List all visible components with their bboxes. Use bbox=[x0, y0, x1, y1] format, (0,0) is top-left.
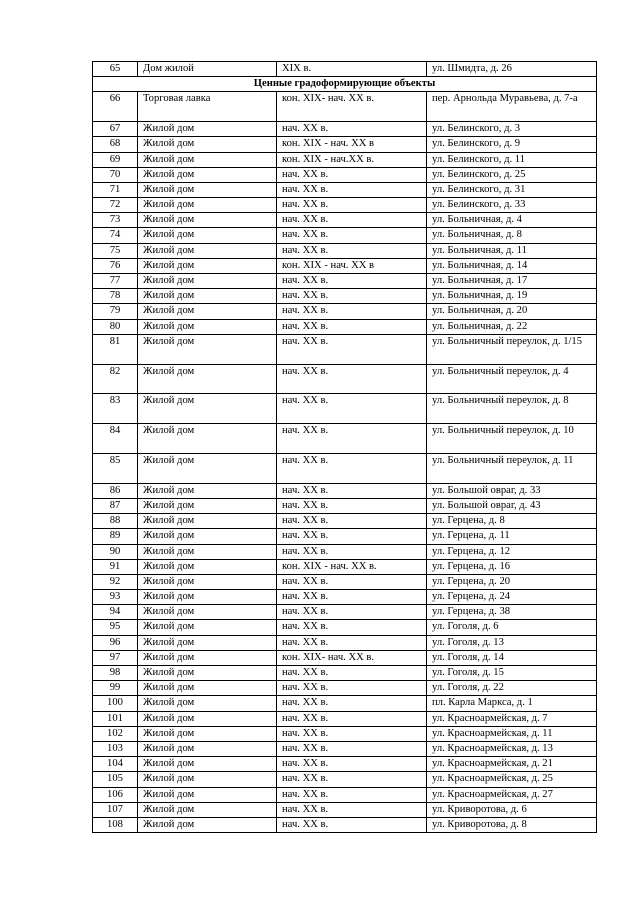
object-type: Жилой дом bbox=[138, 529, 277, 544]
object-address: ул. Красноармейская, д. 13 bbox=[427, 741, 597, 756]
object-type: Жилой дом bbox=[138, 559, 277, 574]
table-row bbox=[93, 274, 597, 289]
object-address: ул. Большой овраг, д. 33 bbox=[427, 483, 597, 498]
table-row bbox=[93, 137, 597, 152]
object-address: пл. Карла Маркса, д. 1 bbox=[427, 696, 597, 711]
row-number: 70 bbox=[93, 167, 138, 182]
table-row bbox=[93, 757, 597, 772]
object-type: Жилой дом bbox=[138, 817, 277, 832]
row-number: 91 bbox=[93, 559, 138, 574]
row-number: 77 bbox=[93, 274, 138, 289]
section-header-row bbox=[93, 77, 597, 92]
object-type: Жилой дом bbox=[138, 424, 277, 454]
object-period: нач. XX в. bbox=[277, 304, 427, 319]
object-period: нач. XX в. bbox=[277, 544, 427, 559]
row-number: 73 bbox=[93, 213, 138, 228]
object-period: нач. XX в. bbox=[277, 319, 427, 334]
object-type: Жилой дом bbox=[138, 590, 277, 605]
object-address: ул. Белинского, д. 33 bbox=[427, 198, 597, 213]
object-period: нач. XX в. bbox=[277, 394, 427, 424]
object-address: ул. Больничный переулок, д. 11 bbox=[427, 453, 597, 483]
object-period: нач. XX в. bbox=[277, 167, 427, 182]
row-number: 84 bbox=[93, 424, 138, 454]
object-type: Жилой дом bbox=[138, 498, 277, 513]
table-row bbox=[93, 650, 597, 665]
row-number: 103 bbox=[93, 741, 138, 756]
object-type: Жилой дом bbox=[138, 757, 277, 772]
object-type: Жилой дом bbox=[138, 319, 277, 334]
object-period: нач. XX в. bbox=[277, 666, 427, 681]
table-row bbox=[93, 741, 597, 756]
table-row bbox=[93, 394, 597, 424]
table-row bbox=[93, 167, 597, 182]
object-period: нач. XX в. bbox=[277, 364, 427, 394]
row-number: 72 bbox=[93, 198, 138, 213]
object-type: Жилой дом bbox=[138, 289, 277, 304]
object-type: Жилой дом bbox=[138, 152, 277, 167]
object-type: Жилой дом bbox=[138, 364, 277, 394]
object-period: кон. XIX - нач. XX в. bbox=[277, 559, 427, 574]
object-type: Жилой дом bbox=[138, 453, 277, 483]
object-period: нач. XX в. bbox=[277, 424, 427, 454]
object-type: Жилой дом bbox=[138, 696, 277, 711]
object-type: Жилой дом bbox=[138, 137, 277, 152]
object-address: ул. Больничный переулок, д. 8 bbox=[427, 394, 597, 424]
object-type: Жилой дом bbox=[138, 802, 277, 817]
object-period: кон. XIX- нач. XX в. bbox=[277, 650, 427, 665]
row-number: 97 bbox=[93, 650, 138, 665]
row-number: 66 bbox=[93, 92, 138, 122]
object-period: нач. XX в. bbox=[277, 498, 427, 513]
row-number: 106 bbox=[93, 787, 138, 802]
object-address: ул. Герцена, д. 16 bbox=[427, 559, 597, 574]
row-number: 93 bbox=[93, 590, 138, 605]
object-address: ул. Герцена, д. 8 bbox=[427, 514, 597, 529]
object-type: Жилой дом bbox=[138, 182, 277, 197]
table-row bbox=[93, 424, 597, 454]
object-address: ул. Криворотова, д. 8 bbox=[427, 817, 597, 832]
object-address: ул. Больничный переулок, д. 4 bbox=[427, 364, 597, 394]
table-row bbox=[93, 498, 597, 513]
object-type: Дом жилой bbox=[138, 62, 277, 77]
table-row bbox=[93, 319, 597, 334]
object-type: Жилой дом bbox=[138, 243, 277, 258]
row-number: 79 bbox=[93, 304, 138, 319]
object-period: нач. XX в. bbox=[277, 787, 427, 802]
object-type: Жилой дом bbox=[138, 605, 277, 620]
table-row bbox=[93, 334, 597, 364]
object-address: ул. Герцена, д. 38 bbox=[427, 605, 597, 620]
row-number: 65 bbox=[93, 62, 138, 77]
row-number: 87 bbox=[93, 498, 138, 513]
table-row bbox=[93, 772, 597, 787]
row-number: 78 bbox=[93, 289, 138, 304]
table-row bbox=[93, 711, 597, 726]
row-number: 95 bbox=[93, 620, 138, 635]
object-address: ул. Белинского, д. 11 bbox=[427, 152, 597, 167]
row-number: 102 bbox=[93, 726, 138, 741]
heritage-objects-table bbox=[92, 61, 597, 833]
object-address: ул. Гоголя, д. 6 bbox=[427, 620, 597, 635]
object-period: нач. XX в. bbox=[277, 514, 427, 529]
table-row bbox=[93, 514, 597, 529]
object-address: ул. Больничная, д. 14 bbox=[427, 258, 597, 273]
table-row bbox=[93, 605, 597, 620]
object-period: XIX в. bbox=[277, 62, 427, 77]
object-type: Жилой дом bbox=[138, 213, 277, 228]
row-number: 101 bbox=[93, 711, 138, 726]
object-type: Жилой дом bbox=[138, 167, 277, 182]
row-number: 99 bbox=[93, 681, 138, 696]
object-period: кон. XIX - нач.XX в. bbox=[277, 152, 427, 167]
object-period: нач. XX в. bbox=[277, 696, 427, 711]
table-row bbox=[93, 122, 597, 137]
row-number: 83 bbox=[93, 394, 138, 424]
object-period: нач. XX в. bbox=[277, 453, 427, 483]
object-type: Жилой дом bbox=[138, 334, 277, 364]
object-period: нач. XX в. bbox=[277, 213, 427, 228]
object-address: ул. Красноармейская, д. 21 bbox=[427, 757, 597, 772]
row-number: 68 bbox=[93, 137, 138, 152]
object-period: нач. XX в. bbox=[277, 802, 427, 817]
table-row bbox=[93, 802, 597, 817]
table-row bbox=[93, 364, 597, 394]
table-row bbox=[93, 635, 597, 650]
table-row bbox=[93, 544, 597, 559]
object-address: ул. Шмидта, д. 26 bbox=[427, 62, 597, 77]
object-type: Жилой дом bbox=[138, 681, 277, 696]
row-number: 88 bbox=[93, 514, 138, 529]
object-address: ул. Больничная, д. 20 bbox=[427, 304, 597, 319]
row-number: 104 bbox=[93, 757, 138, 772]
object-address: ул. Красноармейская, д. 25 bbox=[427, 772, 597, 787]
object-address: ул. Герцена, д. 24 bbox=[427, 590, 597, 605]
section-title: Ценные градоформирующие объекты bbox=[93, 77, 597, 92]
row-number: 86 bbox=[93, 483, 138, 498]
object-period: нач. XX в. bbox=[277, 605, 427, 620]
object-type: Жилой дом bbox=[138, 258, 277, 273]
object-type: Жилой дом bbox=[138, 787, 277, 802]
object-address: ул. Больничная, д. 11 bbox=[427, 243, 597, 258]
object-period: нач. XX в. bbox=[277, 182, 427, 197]
object-address: ул. Больничная, д. 17 bbox=[427, 274, 597, 289]
table-row bbox=[93, 228, 597, 243]
table-row bbox=[93, 258, 597, 273]
object-type: Жилой дом bbox=[138, 620, 277, 635]
object-period: нач. XX в. bbox=[277, 574, 427, 589]
object-period: нач. XX в. bbox=[277, 274, 427, 289]
row-number: 85 bbox=[93, 453, 138, 483]
table-row bbox=[93, 483, 597, 498]
object-type: Жилой дом bbox=[138, 574, 277, 589]
table-row bbox=[93, 666, 597, 681]
object-period: нач. XX в. bbox=[277, 772, 427, 787]
object-address: ул. Больничная, д. 4 bbox=[427, 213, 597, 228]
table-row bbox=[93, 620, 597, 635]
object-period: нач. XX в. bbox=[277, 620, 427, 635]
object-address: ул. Белинского, д. 9 bbox=[427, 137, 597, 152]
table-row bbox=[93, 681, 597, 696]
object-address: ул. Герцена, д. 20 bbox=[427, 574, 597, 589]
table-row bbox=[93, 213, 597, 228]
object-address: ул. Белинского, д. 3 bbox=[427, 122, 597, 137]
object-type: Жилой дом bbox=[138, 772, 277, 787]
row-number: 94 bbox=[93, 605, 138, 620]
object-type: Жилой дом bbox=[138, 198, 277, 213]
object-period: нач. XX в. bbox=[277, 289, 427, 304]
object-address: ул. Герцена, д. 12 bbox=[427, 544, 597, 559]
object-period: нач. XX в. bbox=[277, 228, 427, 243]
table-row bbox=[93, 726, 597, 741]
object-type: Жилой дом bbox=[138, 483, 277, 498]
table-row bbox=[93, 574, 597, 589]
object-type: Жилой дом bbox=[138, 711, 277, 726]
object-period: нач. XX в. bbox=[277, 681, 427, 696]
object-address: ул. Герцена, д. 11 bbox=[427, 529, 597, 544]
table-row bbox=[93, 62, 597, 77]
table-row bbox=[93, 817, 597, 832]
row-number: 67 bbox=[93, 122, 138, 137]
object-type: Жилой дом bbox=[138, 394, 277, 424]
table-row bbox=[93, 182, 597, 197]
row-number: 108 bbox=[93, 817, 138, 832]
row-number: 105 bbox=[93, 772, 138, 787]
object-address: ул. Белинского, д. 25 bbox=[427, 167, 597, 182]
object-type: Жилой дом bbox=[138, 228, 277, 243]
object-address: ул. Гоголя, д. 13 bbox=[427, 635, 597, 650]
table-row bbox=[93, 696, 597, 711]
object-address: ул. Больничная, д. 8 bbox=[427, 228, 597, 243]
table-row bbox=[93, 787, 597, 802]
object-type: Жилой дом bbox=[138, 650, 277, 665]
object-period: нач. XX в. bbox=[277, 726, 427, 741]
row-number: 90 bbox=[93, 544, 138, 559]
object-address: ул. Красноармейская, д. 11 bbox=[427, 726, 597, 741]
row-number: 100 bbox=[93, 696, 138, 711]
row-number: 89 bbox=[93, 529, 138, 544]
object-address: ул. Большой овраг, д. 43 bbox=[427, 498, 597, 513]
object-period: кон. XIX - нач. XX в bbox=[277, 137, 427, 152]
object-period: нач. XX в. bbox=[277, 757, 427, 772]
row-number: 107 bbox=[93, 802, 138, 817]
object-type: Жилой дом bbox=[138, 726, 277, 741]
object-type: Жилой дом bbox=[138, 741, 277, 756]
table-row bbox=[93, 152, 597, 167]
object-type: Жилой дом bbox=[138, 666, 277, 681]
object-address: ул. Больничная, д. 19 bbox=[427, 289, 597, 304]
row-number: 71 bbox=[93, 182, 138, 197]
table-body bbox=[93, 62, 597, 833]
object-address: ул. Гоголя, д. 22 bbox=[427, 681, 597, 696]
object-period: нач. XX в. bbox=[277, 590, 427, 605]
object-type: Жилой дом bbox=[138, 304, 277, 319]
row-number: 82 bbox=[93, 364, 138, 394]
object-period: нач. XX в. bbox=[277, 635, 427, 650]
row-number: 80 bbox=[93, 319, 138, 334]
object-period: нач. XX в. bbox=[277, 334, 427, 364]
row-number: 92 bbox=[93, 574, 138, 589]
object-type: Жилой дом bbox=[138, 635, 277, 650]
object-period: кон. XIX - нач. XX в bbox=[277, 258, 427, 273]
row-number: 75 bbox=[93, 243, 138, 258]
table-row bbox=[93, 198, 597, 213]
row-number: 98 bbox=[93, 666, 138, 681]
row-number: 96 bbox=[93, 635, 138, 650]
object-address: ул. Красноармейская, д. 7 bbox=[427, 711, 597, 726]
object-address: ул. Гоголя, д. 15 bbox=[427, 666, 597, 681]
object-period: нач. XX в. bbox=[277, 711, 427, 726]
object-type: Жилой дом bbox=[138, 274, 277, 289]
row-number: 76 bbox=[93, 258, 138, 273]
object-type: Жилой дом bbox=[138, 122, 277, 137]
row-number: 81 bbox=[93, 334, 138, 364]
object-address: ул. Больничный переулок, д. 1/15 bbox=[427, 334, 597, 364]
table-row bbox=[93, 92, 597, 122]
row-number: 69 bbox=[93, 152, 138, 167]
object-address: ул. Красноармейская, д. 27 bbox=[427, 787, 597, 802]
object-period: нач. XX в. bbox=[277, 198, 427, 213]
object-type: Жилой дом bbox=[138, 514, 277, 529]
table-row bbox=[93, 559, 597, 574]
object-address: пер. Арнольда Муравьева, д. 7-а bbox=[427, 92, 597, 122]
object-period: нач. XX в. bbox=[277, 483, 427, 498]
object-address: ул. Больничный переулок, д. 10 bbox=[427, 424, 597, 454]
table-row bbox=[93, 453, 597, 483]
table-row bbox=[93, 529, 597, 544]
object-period: нач. XX в. bbox=[277, 741, 427, 756]
object-period: нач. XX в. bbox=[277, 529, 427, 544]
row-number: 74 bbox=[93, 228, 138, 243]
table-row bbox=[93, 289, 597, 304]
object-period: нач. XX в. bbox=[277, 243, 427, 258]
object-type: Жилой дом bbox=[138, 544, 277, 559]
object-address: ул. Белинского, д. 31 bbox=[427, 182, 597, 197]
object-address: ул. Криворотова, д. 6 bbox=[427, 802, 597, 817]
object-period: кон. XIX- нач. XX в. bbox=[277, 92, 427, 122]
object-period: нач. XX в. bbox=[277, 122, 427, 137]
table-row bbox=[93, 590, 597, 605]
object-address: ул. Гоголя, д. 14 bbox=[427, 650, 597, 665]
object-address: ул. Больничная, д. 22 bbox=[427, 319, 597, 334]
object-type: Торговая лавка bbox=[138, 92, 277, 122]
object-period: нач. XX в. bbox=[277, 817, 427, 832]
table-row bbox=[93, 243, 597, 258]
table-row bbox=[93, 304, 597, 319]
